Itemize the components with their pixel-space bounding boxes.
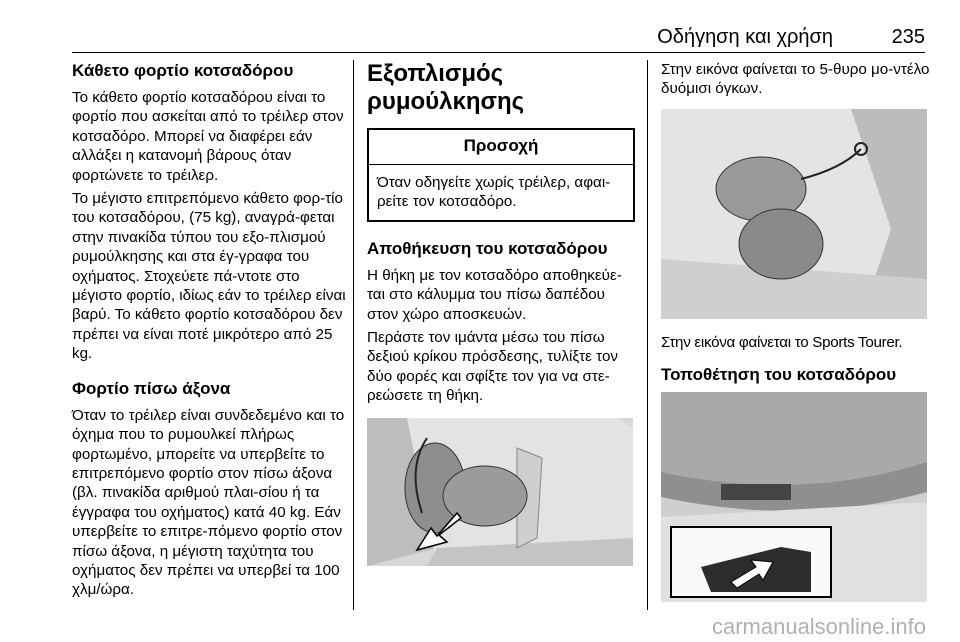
- illustration-hatchback-trunk: [661, 109, 927, 319]
- paragraph: Όταν το τρέιλερ είναι συνδεδεμένο και το όχημα που το ρυμουλκεί πλήρως φορτωμένο, μπορείτε να υπερβείτε το επιτρεπόμενο φορτίο στον πίσω άξονα (βλ. πινακίδα αριθμού πλαι-σίου ή τα έγγραφα του οχήματος) κατά 40 kg. Εάν υπερβείτε το επιτρε-πόμενο φορτίο στον πίσω άξονα, η μέγιστη ταχύτητα του οχήματος δεν πρέπει να υπερβεί τα 100 χλμ/ώρα.: [72, 406, 345, 599]
- paragraph: Η θήκη με τον κοτσαδόρο αποθηκεύε-ται στο κάλυμμα του πίσω δαπέδου στον χώρο αποσκευών.: [367, 266, 622, 323]
- caution-box: [367, 128, 635, 222]
- paragraph: Στην εικόνα φαίνεται το 5-θυρο μο-ντέλο δυόμισι όγκων.: [661, 61, 930, 98]
- paragraph: Το κάθετο φορτίο κοτσαδόρου είναι το φορτίο που ασκείται από το τρέιλερ στον κοτσαδόρο. Μπορεί να διαφέρει εάν αλλάξει η κατανομή βάρους όταν φορτώνετε το τρέιλερ.: [72, 89, 344, 184]
- column-divider: [353, 60, 354, 610]
- illustration-trunk-bag: [367, 418, 633, 566]
- heading-storage: Αποθήκευση του κοτσαδόρου: [367, 238, 608, 258]
- caution-title: Προσοχή: [369, 130, 633, 165]
- heading-tongue-load: Κάθετο φορτίο κοτσαδόρου: [72, 61, 294, 80]
- page-number: 235: [891, 26, 925, 48]
- bumper-illustration-svg: [661, 392, 927, 602]
- section-title: Οδήγηση και χρήση: [657, 26, 833, 48]
- page-header: [72, 26, 925, 53]
- column-divider: [647, 60, 648, 610]
- heading-rear-axle-load: Φορτίο πίσω άξονα: [72, 378, 231, 398]
- watermark-text: carmanualsonline.info: [711, 614, 926, 639]
- trunk-illustration-svg: [367, 418, 633, 566]
- hatchback-illustration-svg: [661, 109, 927, 319]
- column-2: [367, 60, 635, 566]
- column-1: [72, 60, 350, 604]
- paragraph: Περάστε τον ιμάντα μέσω του πίσω δεξιού κρίκου πρόσδεσης, τυλίξτε τον δύο φορές και σφίξτε τον για να στε-ρεώσετε τη θήκη.: [367, 329, 618, 405]
- illustration-rear-bumper: [661, 392, 927, 602]
- paragraph: Το μέγιστο επιτρεπόμενο κάθετο φορ-τίο του κοτσαδόρου, (75 kg), αναγρά-φεται στην πινακίδα τύπου του εξο-πλισμού ρυμούλκησης και στα έγ-γραφα του οχήματος. Στοχεύετε πά-ντοτε στο μέγιστο φορτίο, ιδίως εάν το τρέιλερ είναι βαρύ. Το κάθετο φορτίο κοτσαδόρου δεν πρέπει να είναι ποτέ μικρότερο από 25 kg.: [72, 190, 346, 363]
- column-3: [661, 60, 931, 602]
- paragraph: Στην εικόνα φαίνεται το Sports Tourer.: [661, 333, 903, 351]
- caution-text: Όταν οδηγείτε χωρίς τρέιλερ, αφαι-ρείτε τον κοτσαδόρο.: [377, 174, 611, 211]
- page-title: Εξοπλισμός ρυμούλκησης: [367, 60, 525, 115]
- heading-installation: Τοποθέτηση του κοτσαδόρου: [661, 365, 897, 385]
